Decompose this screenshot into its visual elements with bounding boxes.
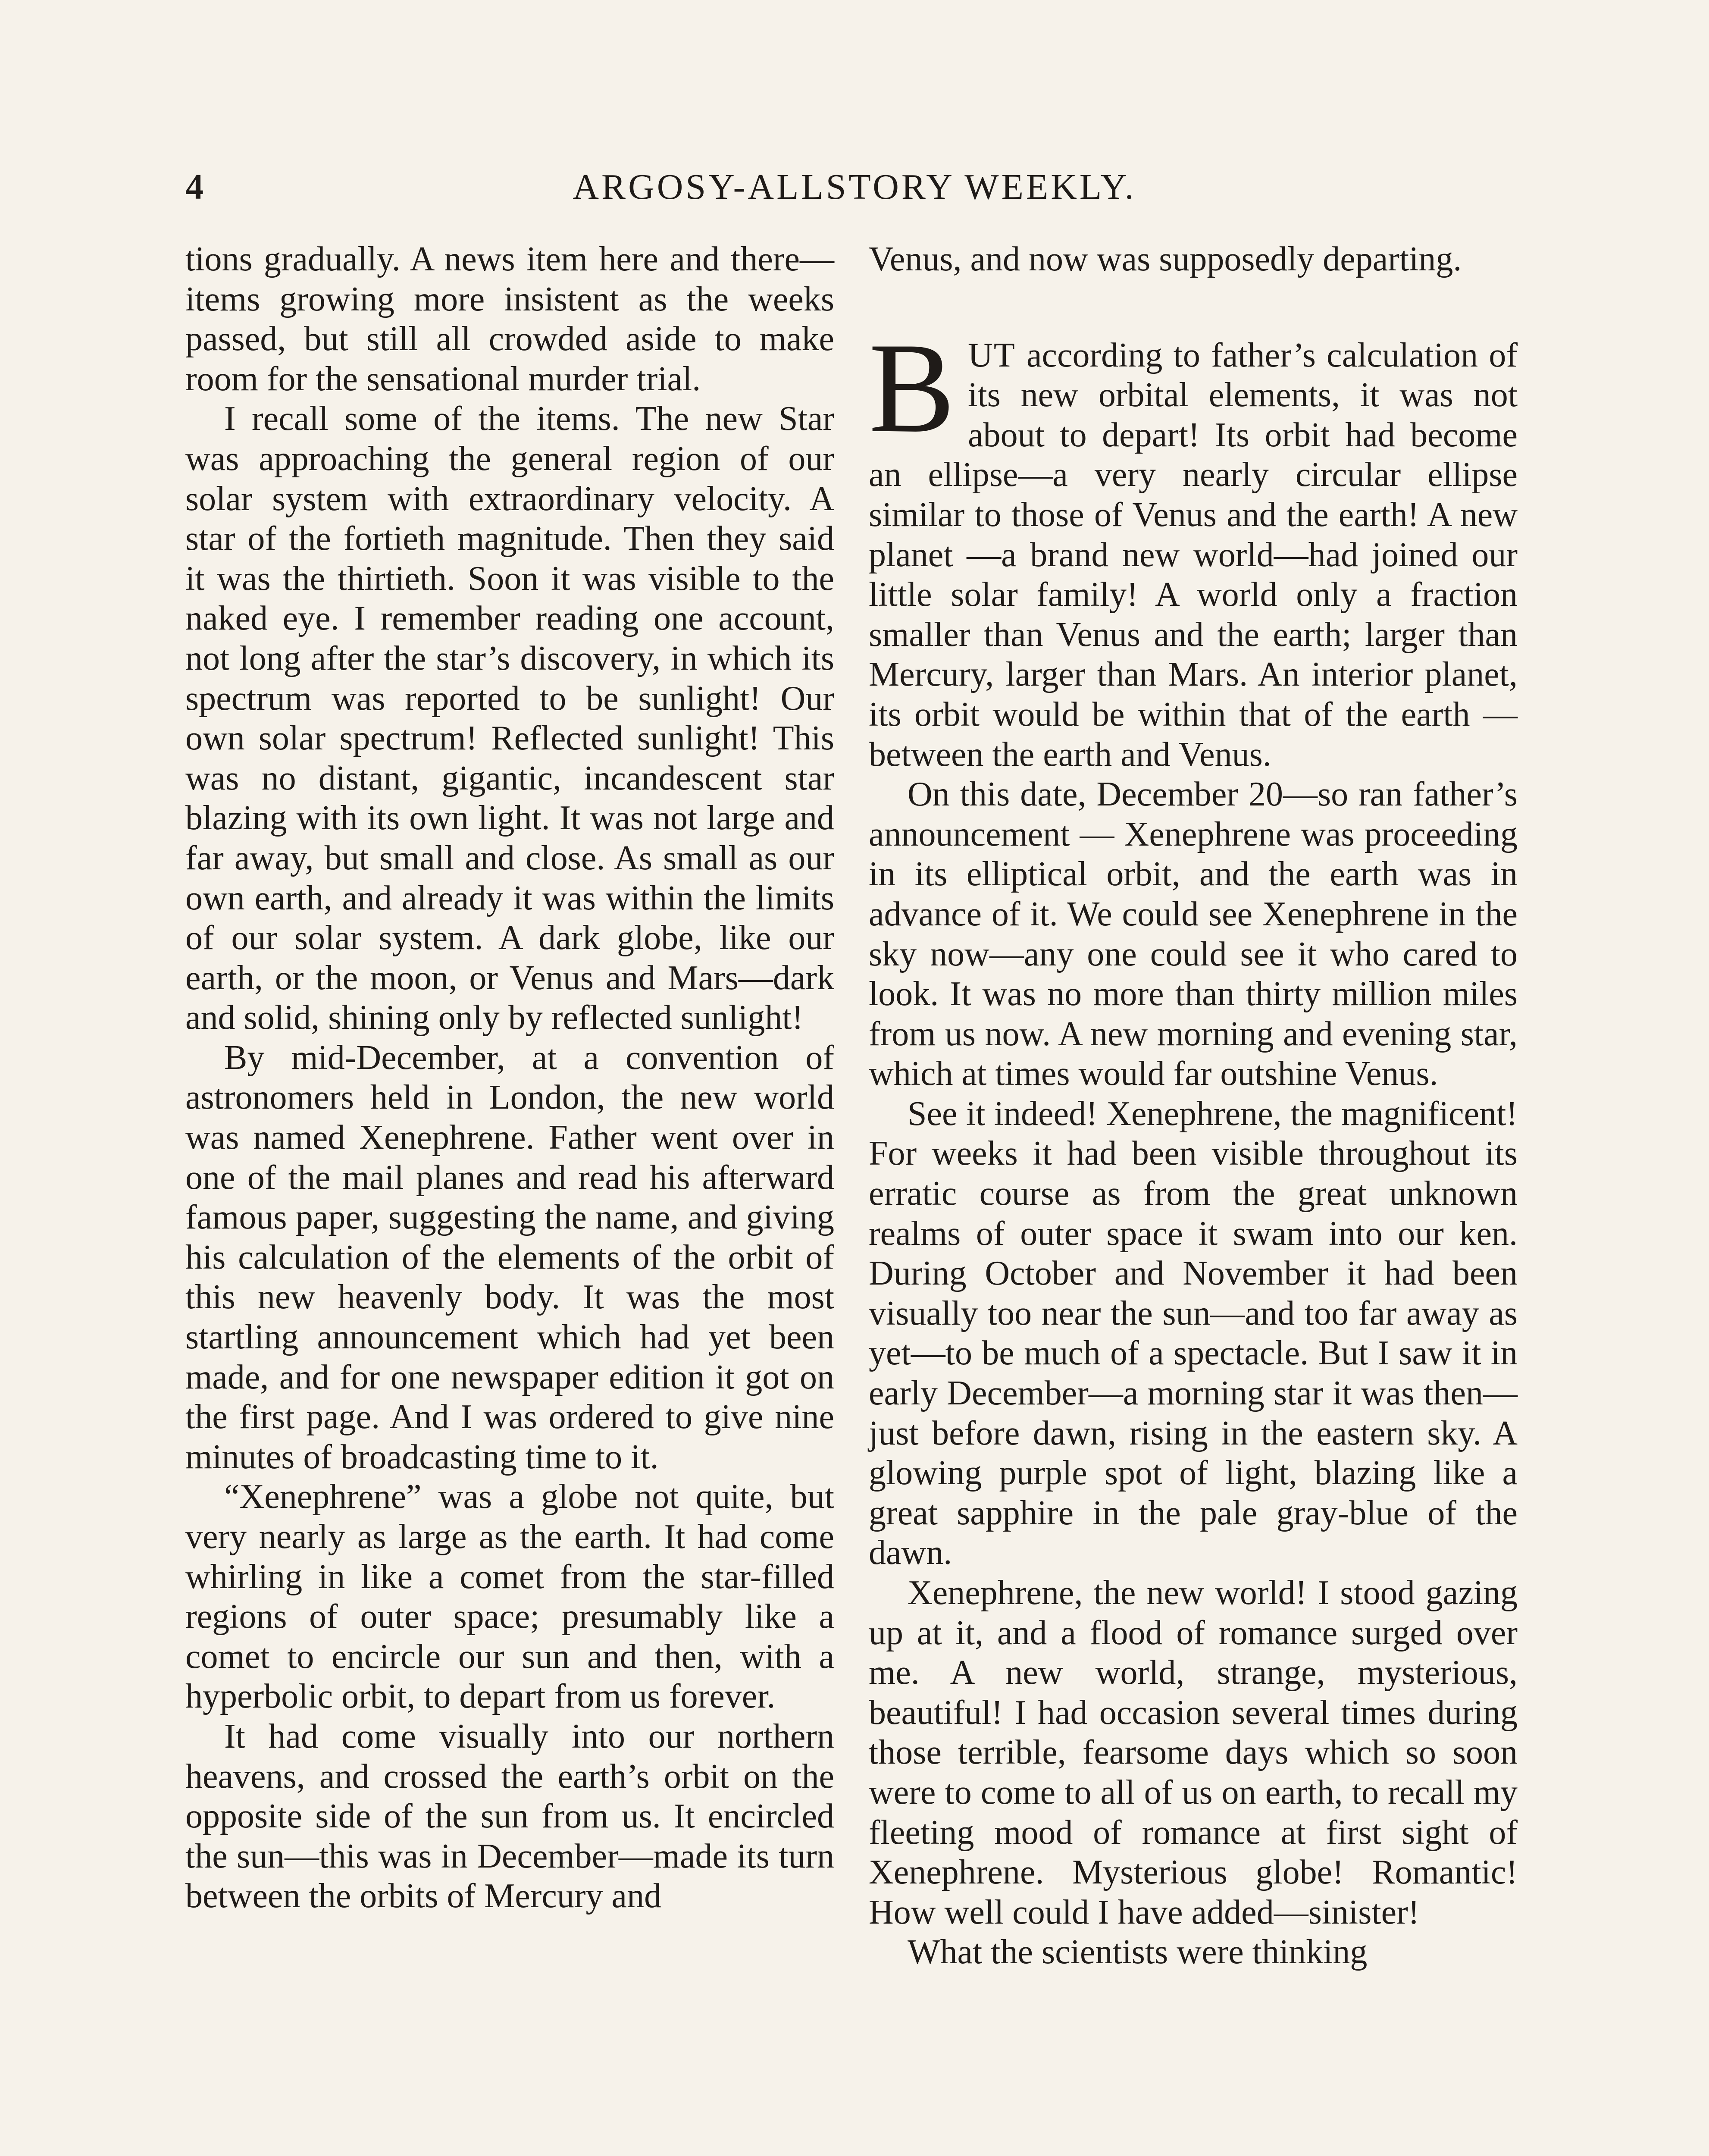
right-column (869, 239, 1518, 1972)
paragraph-text: according to father’s calculation of its new orbital elements, it was not about to depart! Its orbit had become an ellipse—a very nearly circular ellipse similar to those of Venus and the earth! A new planet —a brand new world—had joined our little solar family! A world only a fraction smaller than Venus and the earth; larger than Mercury, larger than Mars. An interior planet, its orbit would be within that of the earth —between the earth and Venus. (869, 336, 1518, 774)
paragraph: Xenephrene, the new world! I stood gazing up at it, and a flood of romance surged over me. A new world, strange, mysterious, beautiful! I had occasion several times during those terrible, fearsome days which so soon were to come to all of us on earth, to recall my fleeting mood of romance at first sight of Xenephrene. Mysterious globe! Romantic! How well could I have added—sinister! (869, 1574, 1518, 1931)
paragraph: What the scientists were thinking (908, 1933, 1368, 1971)
paragraph: I recall some of the items. The new Star was approaching the general region of our solar system with extraordinary velocity. A star of the fortieth magnitude. Then they said it was the thirtieth. Soon it was visible to the naked eye. I remember reading one account, not long after the star’s discovery, in which its spectrum was reported to be sunlight! Our own solar spectrum! Reflected sunlight! This was no distant, gigantic, incandescent star blazing with its own light. It was not large and far away, but small and close. As small as our own earth, and already it was within the limits of our solar system. A dark globe, like our earth, or the moon, or Venus and Mars—dark and solid, shining only by reflected sunlight! (185, 400, 834, 1037)
running-head: ARGOSY-ALLSTORY WEEKLY. (573, 167, 1136, 207)
paragraph: “Xenephrene” was a globe not quite, but very nearly as large as the earth. It had come whirling in like a comet from the star-filled regions of outer space; presumably like a comet to encircle our sun and then, with a hyperbolic orbit, to depart from us forever. (185, 1478, 834, 1716)
drop-cap: B (869, 316, 955, 459)
paragraph: See it indeed! Xenephrene, the magnificent! For weeks it had been visible throughout its erratic course as from the great unknown realms of outer space it swam into our ken. During October and November it had been visually too near the sun—and too far away as yet—to be much of a spectacle. But I saw it in early December—a morning star it was then—just before dawn, rising in the eastern sky. A glowing purple spot of light, blazing like a great sapphire in the pale gray-blue of the dawn. (869, 1094, 1518, 1572)
paragraph: It had come visually into our northern heavens, and crossed the earth’s orbit on the opposite side of the sun from us. It encircled the sun—this was in December—made its turn between the orbits of Mercury and (185, 1717, 834, 1915)
section-opening-paragraph (869, 316, 1518, 775)
small-caps-lead: UT (968, 336, 1016, 374)
left-column (185, 239, 834, 1916)
paragraph: tions gradually. A news item here and there—items growing more insistent as the weeks passed, but still all crowded aside to make room for the sensational murder trial. (185, 240, 834, 398)
page-number: 4 (185, 167, 203, 207)
paragraph: On this date, December 20—so ran father’s announcement — Xenephrene was proceeding in its elliptical orbit, and the earth was in advance of it. We could see Xenephrene in the sky now—any one could see it who cared to look. It was no more than thirty million miles from us now. A new morning and evening star, which at times would far outshine Venus. (869, 775, 1518, 1093)
paragraph: Venus, and now was supposedly departing. (869, 240, 1462, 278)
paragraph: By mid-December, at a convention of astronomers held in London, the new world was named Xenephrene. Father went over in one of the mail planes and read his afterward famous paper, suggesting the name, and giving his calculation of the elements of the orbit of this new heavenly body. It was the most startling announcement which had yet been made, and for one newspaper edition it got on the first page. And I was ordered to give nine minutes of broadcasting time to it. (185, 1038, 834, 1476)
